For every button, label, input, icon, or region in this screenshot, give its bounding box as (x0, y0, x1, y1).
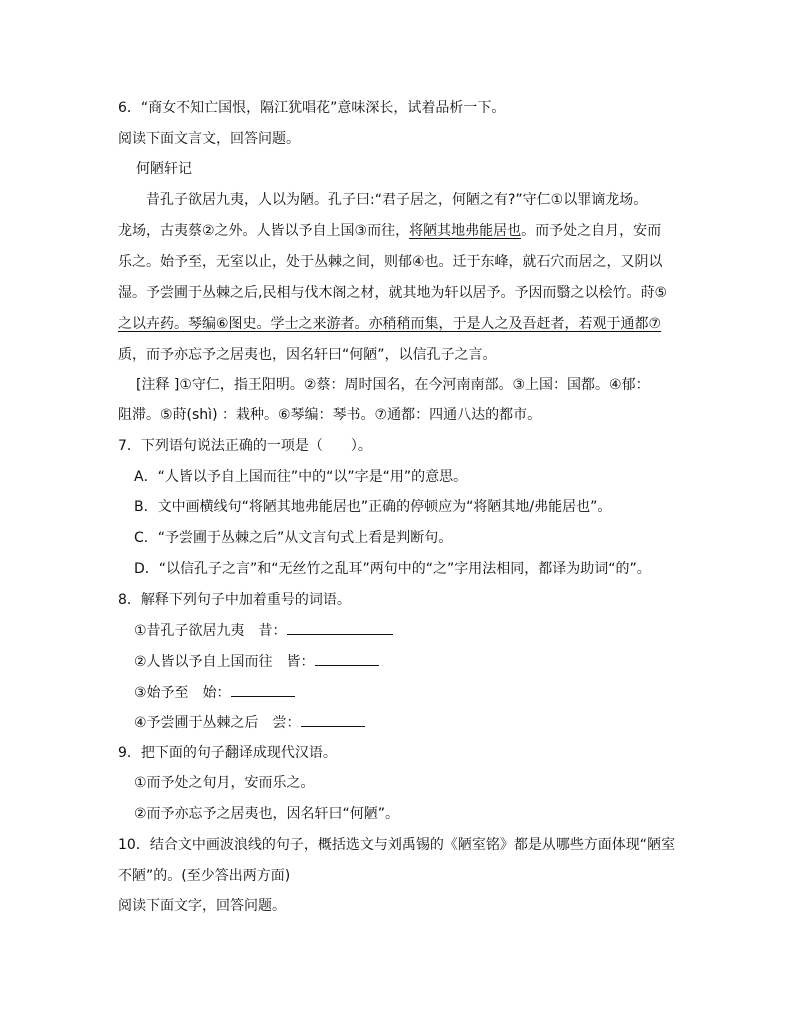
notes-line-2: 阻滞。⑤莳(shì) ：栽种。⑥琴编：琴书。⑦通都：四通八达的都市。 (118, 407, 542, 423)
passage-line-1: 昔孔子欲居九夷，人以为陋。孔子曰:“君子居之，何陋之有?”守仁①以罪谪龙场。 (146, 192, 648, 208)
question-8-item-1 (134, 620, 393, 641)
answer-blank[interactable] (301, 712, 365, 727)
question-8-item-1-text: ①昔孔子欲居九夷 昔： (134, 623, 287, 639)
question-7-option-d: D．“以信孔子之言”和“无丝竹之乱耳”两句中的“之”字用法相同，都译为助词“的”。 (134, 561, 651, 577)
question-9-stem: 9．把下面的句子翻译成现代汉语。 (118, 745, 337, 761)
question-8-item-2-text: ②人皆以予自上国而往 皆： (134, 654, 315, 670)
question-8-item-3-text: ③始予至 始： (134, 685, 231, 701)
passage-line-6: 质，而予亦忘予之居夷也，因名轩曰“何陋”，以信孔子之言。 (118, 347, 497, 363)
answer-blank[interactable] (315, 651, 379, 666)
classical-reading-instruction: 阅读下面文言文，回答问题。 (118, 131, 300, 147)
question-7-option-b: B．文中画横线句“将陋其地弗能居也”正确的停顿应为“将陋其地/弗能居也”。 (134, 499, 612, 515)
question-7-option-c: C．“予尝圃于丛棘之后”从文言句式上看是判断句。 (134, 530, 453, 546)
question-6: 6．“商女不知亡国恨，隔江犹唱花”意味深长，试着品析一下。 (118, 100, 506, 116)
question-10-line-2: 不陋”的。(至少答出两方面) (118, 868, 291, 884)
question-9-item-1: ①而予处之旬月，安而乐之。 (134, 775, 315, 791)
question-8-item-4-text: ④予尝圃于丛棘之后 尝： (134, 715, 301, 731)
question-7-option-a: A．“人皆以予自上国而往”中的“以”字是“用”的意思。 (134, 469, 468, 485)
underlined-sentence: 将陋其地弗能居也 (409, 223, 522, 239)
passage-line-2-start: 龙场，古夷蔡②之外。人皆以予自上国③而往， (118, 223, 410, 239)
passage-line-3: 乐之。始予至，无室以止，处于丛棘之间，则郁④也。迁于东峰，就石穴而居之，又阴以 (118, 254, 663, 270)
answer-blank[interactable] (231, 682, 295, 697)
question-8-item-4 (134, 712, 365, 733)
passage-title: 何陋轩记 (136, 161, 192, 177)
modern-reading-instruction: 阅读下面文字，回答问题。 (118, 898, 286, 914)
question-10-line-1: 10．结合文中画波浪线的句子，概括选文与刘禹锡的《陋室铭》都是从哪些方面体现“陋室 (118, 837, 676, 853)
passage-line-5-wavy: 之以卉药。琴编⑥图史。学士之来游者。亦稍稍而集，于是人之及吾赶者，若观于通都⑦ (118, 316, 662, 332)
question-9-item-2: ②而予亦忘予之居夷也，因名轩曰“何陋”。 (134, 806, 400, 822)
passage-line-2 (118, 221, 661, 241)
question-8-stem: 8．解释下列句子中加着重号的词语。 (118, 592, 351, 608)
question-8-item-2 (134, 651, 379, 672)
passage-line-2-end: 。而予处之自月，安而 (521, 223, 662, 239)
passage-line-4: 湿。予尝圃于丛棘之后,民相与伐木阁之材，就其地为轩以居予。予因而翳之以桧竹。莳⑤ (118, 285, 667, 301)
notes-line-1: [注释 ]①守仁，指王阳明。②蔡：周时国名，在今河南南部。③上国：国都。④郁： (136, 377, 650, 393)
question-8-item-3 (134, 682, 295, 703)
question-7-stem: 7．下列语句说法正确的一项是（ ）。 (118, 438, 372, 454)
answer-blank[interactable] (287, 620, 393, 635)
